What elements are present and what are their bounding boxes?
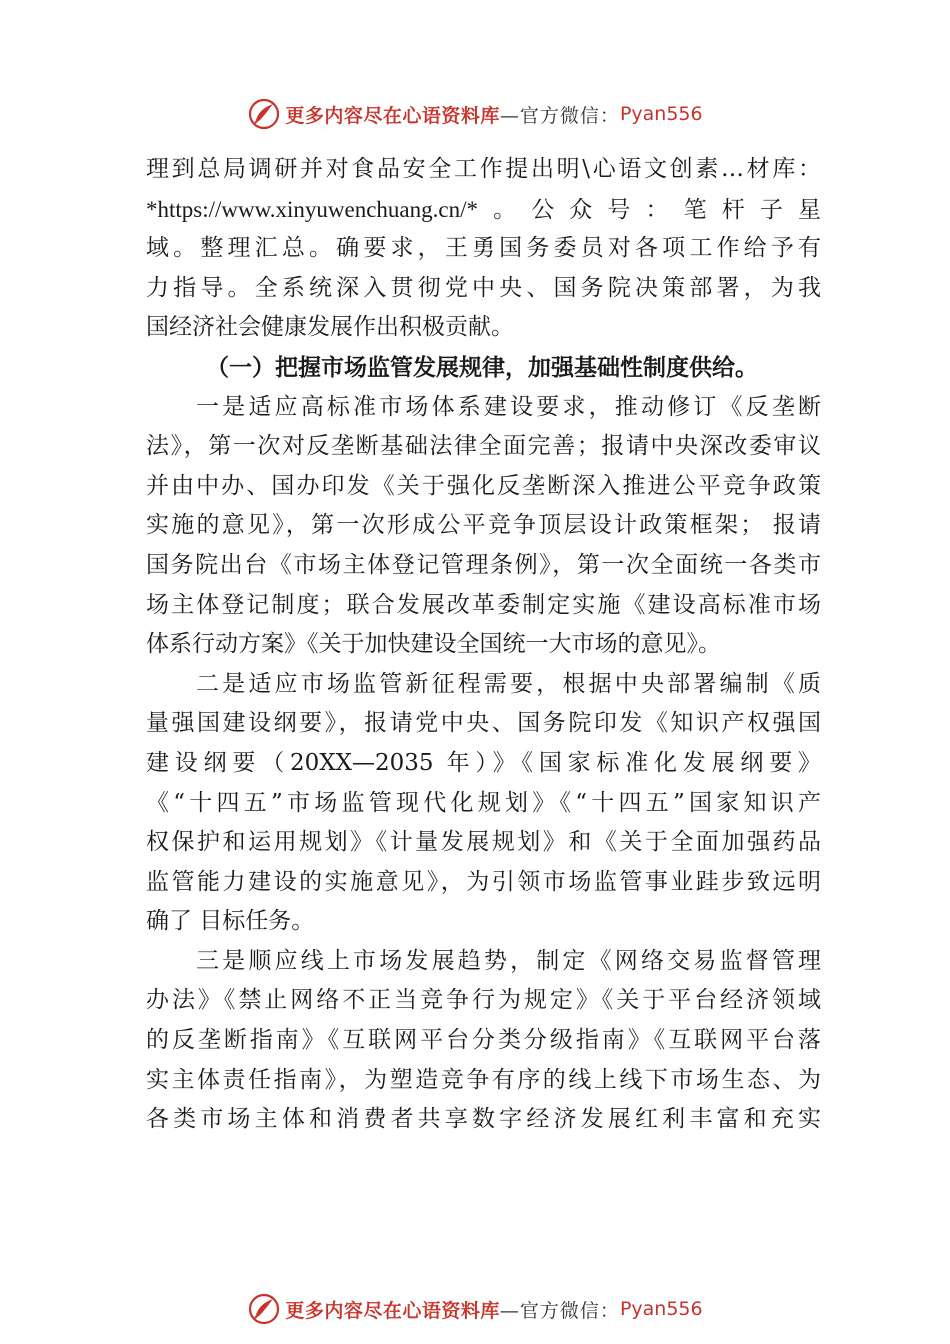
- body-line-1: 理到总局调研并对食品安全工作提出明\心语文创素…材库：: [146, 156, 821, 182]
- header-banner: [0, 94, 950, 134]
- body-line-17: 《“十四五”市场监管现代化规划》《“十四五”国家知识产: [146, 789, 821, 816]
- document-body: [146, 150, 821, 1140]
- footer-wechat-id: Pyan556: [619, 1298, 703, 1320]
- body-line-3: 域。整理汇总。确要求，王勇国务委员对各项工作给予有: [146, 235, 821, 262]
- body-line-13: 体系行动方案》《关于加快建设全国统一大市场的意见》。: [146, 631, 721, 658]
- body-line-20: 确了 目标任务。: [146, 908, 315, 935]
- section-heading: （一）把握市场监管发展规律，加强基础性制度供给。: [206, 353, 758, 381]
- body-line-2: *https://www.xinyuwenchuang.cn/*。公众号：笔杆子星: [146, 196, 821, 222]
- body-line-15: 量强国建设纲要》，报请党中央、国务院印发《知识产权强国: [146, 710, 821, 737]
- body-line-16: 建设纲要（20XX—2035 年）》《国家标准化发展纲要》: [146, 749, 821, 776]
- body-line-21: 三是顺应线上市场发展趋势，制定《网络交易监督管理: [196, 947, 821, 974]
- brand-logo-icon: [247, 1292, 281, 1326]
- body-line-12: 场主体登记制度；联合发展改革委制定实施《建设高标准市场: [146, 591, 821, 618]
- body-line-23: 的反垄断指南》《互联网平台分类分级指南》《互联网平台落: [146, 1027, 821, 1054]
- body-line-4: 力指导。全系统深入贯彻党中央、国务院决策部署，为我: [146, 274, 821, 301]
- body-line-10: 实施的意见》，第一次形成公平竞争顶层设计政策框架； 报请: [146, 512, 821, 539]
- body-line-9: 并由中办、国办印发《关于强化反垄断深入推进公平竞争政策: [146, 472, 821, 499]
- brand-logo-icon: [247, 97, 281, 131]
- body-line-7: 一是适应高标准市场体系建设要求，推动修订《反垄断: [196, 393, 821, 420]
- header-separator-text: —官方微信：: [499, 104, 620, 127]
- footer-separator-text: —官方微信：: [499, 1299, 620, 1322]
- body-line-18: 权保护和运用规划》《计量发展规划》和《关于全面加强药品: [146, 829, 821, 856]
- body-line-24: 实主体责任指南》，为塑造竞争有序的线上线下市场生态、为: [146, 1066, 821, 1093]
- footer-banner: [0, 1289, 950, 1329]
- body-line-14: 二是适应市场监管新征程需要，根据中央部署编制《质: [196, 670, 821, 697]
- body-line-5: 国经济社会健康发展作出积极贡献。: [146, 314, 514, 341]
- body-line-22: 办法》《禁止网络不正当竞争行为规定》《关于平台经济领域: [146, 987, 821, 1014]
- header-wechat-id: Pyan556: [619, 103, 703, 125]
- body-line-19: 监管能力建设的实施意见》，为引领市场监管事业跬步致远明: [146, 868, 821, 895]
- body-line-11: 国务院出台《市场主体登记管理条例》，第一次全面统一各类市: [146, 551, 821, 578]
- footer-brand-text: 更多内容尽在心语资料库: [285, 1299, 500, 1322]
- body-line-25: 各类市场主体和消费者共享数字经济发展红利丰富和充实: [146, 1106, 821, 1133]
- header-brand-text: 更多内容尽在心语资料库: [285, 104, 500, 127]
- body-line-8: 法》，第一次对反垄断基础法律全面完善；报请中央深改委审议: [146, 433, 821, 460]
